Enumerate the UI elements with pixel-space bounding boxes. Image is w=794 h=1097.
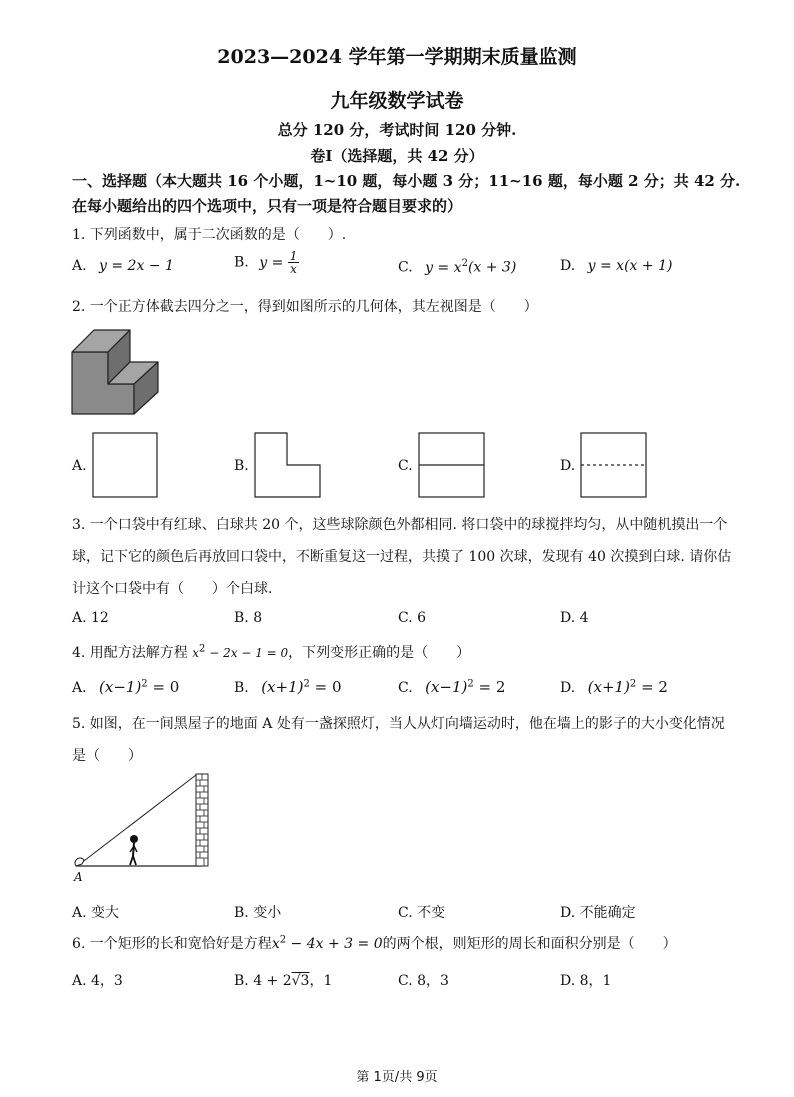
q6-eq-exponent: 2 [279, 934, 287, 946]
exam-info: 总分 120 分，考试时间 120 分钟. [277, 121, 517, 139]
q2-b-label: B. [234, 458, 249, 474]
q4-b-rhs: = 0 [309, 678, 342, 696]
q2-option-c-square-solid-line [418, 432, 486, 498]
q4-b-exponent: 2 [303, 678, 310, 690]
q1-d-label: D. [560, 258, 576, 274]
q6-stem [72, 933, 677, 953]
q1-b-denominator: x [290, 262, 297, 276]
q1-b-label: B. [234, 254, 249, 271]
q4-option-c [398, 678, 505, 696]
q2-option-d-square-dashed-line [580, 432, 648, 498]
q4-option-d [560, 678, 668, 696]
q4-stem [72, 642, 470, 662]
q5-light-beam [80, 775, 196, 864]
q6-eq-pre: x [271, 936, 280, 952]
q5-option-c: C. 不变 [398, 905, 446, 921]
q4-c-base: (x−1) [425, 678, 468, 696]
volume-heading: 卷I（选择题，共 42 分） [310, 147, 484, 165]
q5-option-b: B. 变小 [234, 905, 282, 921]
q5-point-a-label: A [74, 870, 83, 884]
q4-eq-pre: x [192, 646, 200, 660]
q4-c-label: C. [398, 680, 413, 696]
q2-c-label: C. [398, 458, 413, 474]
q5-line1: 5. 如图，在一间黑屋子的地面 A 处有一盏探照灯，当人从灯向墙运动时，他在墙上的影子的大小变化情况 [72, 716, 725, 732]
q5-option-a: A. 变大 [72, 905, 120, 921]
q3-line3: 计这个口袋中有（ ）个白球. [72, 581, 273, 597]
q1-option-a [72, 258, 174, 274]
q3-line2: 球，记下它的颜色后再放回口袋中，不断重复这一过程，共摸了 100 次球，发现有 40 次摸到白球. 请你估 [72, 549, 732, 565]
q4-d-rhs: = 2 [636, 678, 668, 696]
q4-c-rhs: = 2 [473, 678, 506, 696]
q6-stem-pre: 6. 一个矩形的长和宽恰好是方程 [72, 936, 272, 952]
q4-d-exponent: 2 [629, 678, 637, 690]
q6-option-d: D. 8，1 [560, 973, 612, 989]
q1-option-d [560, 258, 672, 274]
q4-eq-post: − 2x − 1 = 0 [205, 646, 289, 660]
q5-option-d: D. 不能确定 [560, 905, 636, 921]
q1-b-numerator: 1 [289, 249, 298, 263]
q4-a-exponent: 2 [141, 678, 148, 690]
q6-option-a: A. 4，3 [72, 973, 123, 989]
q6-option-c: C. 8，3 [398, 973, 449, 989]
q4-a-base: (x−1) [99, 678, 142, 696]
q1-c-label: C. [398, 259, 413, 276]
exam-subtitle: 九年级数学试卷 [330, 90, 464, 112]
q4-option-b [234, 678, 342, 696]
q2-stem: 2. 一个正方体截去四分之一，得到如图所示的几何体，其左视图是（ ） [72, 299, 538, 315]
q3-option-b: B. 8 [234, 610, 263, 626]
q1-option-c [398, 258, 516, 276]
q5-line2: 是（ ） [72, 748, 142, 764]
q5-person-figure [130, 835, 138, 865]
page-footer: 第 1页/共 9页 [356, 1070, 438, 1085]
q1-c-pre: y = x [425, 259, 462, 276]
q6-b-radical: √3 [291, 973, 310, 989]
q2-solid-figure [70, 328, 162, 416]
q4-c-exponent: 2 [467, 678, 474, 690]
exam-title: 2023—2024 学年第一学期期末质量监测 [217, 46, 577, 68]
q2-option-a-square [92, 432, 158, 498]
q5-searchlight-icon [75, 858, 84, 866]
q3-option-a: A. 12 [72, 610, 109, 626]
q1-b-lhs: y = [259, 254, 284, 271]
q4-a-rhs: = 0 [147, 678, 180, 696]
q1-c-post: (x + 3) [467, 259, 517, 276]
q6-b-pre: B. 4 + 2 [234, 973, 292, 989]
q4-b-label: B. [234, 680, 249, 696]
q3-option-d: D. 4 [560, 610, 589, 626]
q4-b-base: (x+1) [261, 678, 304, 696]
q2-a-label: A. [72, 458, 87, 474]
q6-stem-post: 的两个根，则矩形的周长和面积分别是（ ） [382, 936, 677, 952]
q1-a-label: A. [72, 258, 87, 274]
q4-stem-post: ，下列变形正确的是（ ） [288, 645, 471, 661]
q1-option-b [234, 250, 299, 275]
q4-d-base: (x+1) [587, 678, 630, 696]
q1-stem: 1. 下列函数中，属于二次函数的是（ ）. [72, 227, 347, 243]
section-heading-line2: 在每小题给出的四个选项中，只有一项是符合题目要求的） [72, 197, 463, 215]
q6-b-post: ，1 [309, 973, 333, 989]
q3-line1: 3. 一个口袋中有红球、白球共 20 个，这些球除颜色外都相同. 将口袋中的球搅拌均匀，从中随机摸出一个 [72, 517, 728, 533]
q1-d-expr: y = x(x + 1) [587, 258, 673, 274]
q3-option-c: C. 6 [398, 610, 427, 626]
q4-d-label: D. [560, 680, 576, 696]
q1-b-fraction [288, 250, 300, 275]
q4-stem-pre: 4. 用配方法解方程 [72, 645, 188, 661]
q4-a-label: A. [72, 680, 87, 696]
q2-option-b-lshape [254, 432, 322, 498]
q2-d-label: D. [560, 458, 576, 474]
q6-eq-post: − 4x + 3 = 0 [286, 936, 383, 952]
q4-eq-exponent: 2 [199, 643, 206, 655]
q5-figure [70, 772, 215, 870]
q1-c-exponent: 2 [461, 258, 468, 269]
q4-option-a [72, 678, 179, 696]
q1-a-expr: y = 2x − 1 [99, 258, 174, 274]
q6-option-b [234, 970, 332, 990]
section-heading-line1: 一、选择题（本大题共 16 个小题，1~10 题，每小题 3 分；11~16 题，每小题 2 分；共 42 分. [72, 172, 741, 190]
